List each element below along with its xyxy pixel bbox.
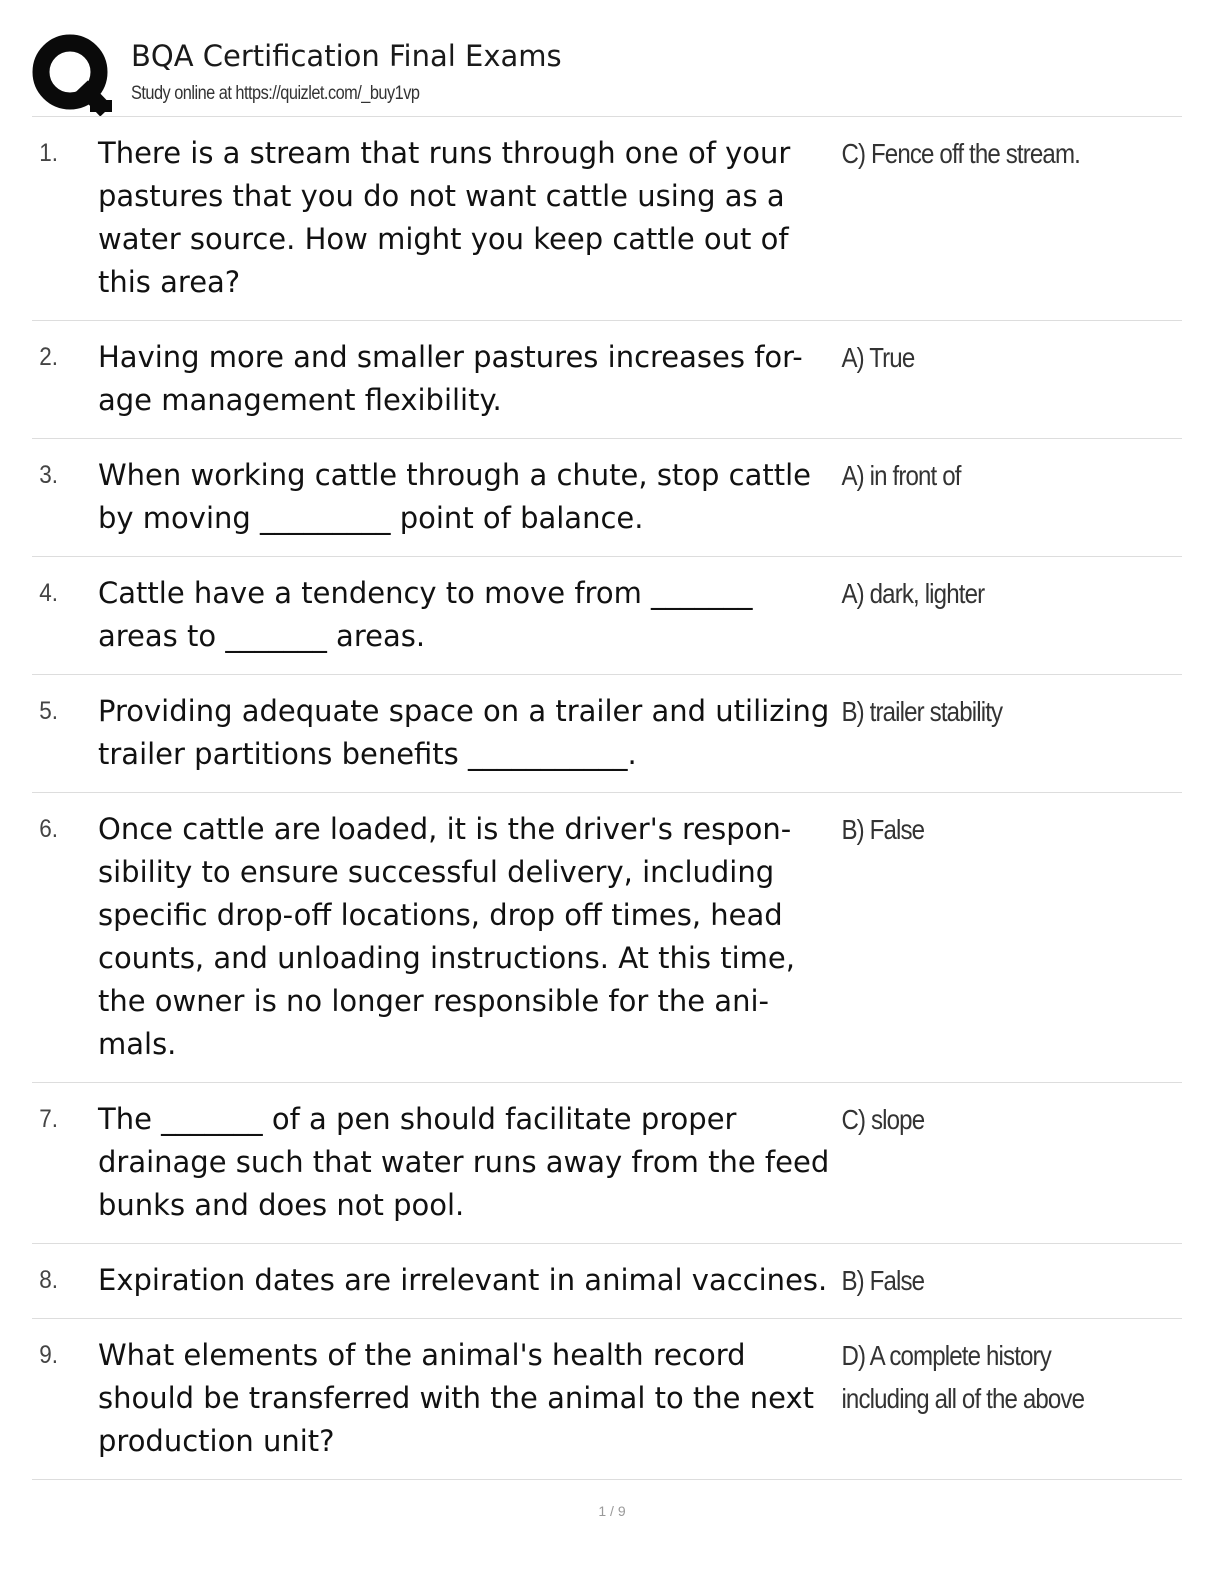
question-number: 9. [39,1341,58,1369]
question-number: 7. [39,1105,58,1133]
question-row [32,1244,1182,1319]
answer-text: B) False [841,1265,925,1296]
question-number: 8. [39,1266,58,1294]
question-number: 4. [39,579,58,607]
answer-text: A) True [841,342,915,373]
page-title: BQA Certification Final Exams [131,39,562,73]
question-text: The _______ of a pen should facilitate proper drainage such that water runs away from the feed bunks and does not pool. [98,1102,830,1222]
answer-text: D) A complete history including all of the above [841,1340,1085,1414]
question-number: 1. [39,139,58,167]
question-text: Providing adequate space on a trailer and utilizing trailer partitions benefits ___________. [98,694,830,771]
question-row [32,1083,1182,1244]
question-text: When working cattle through a chute, stop cattle by moving _________ point of balance. [98,458,812,535]
question-row [32,793,1182,1083]
answer-text: C) slope [841,1104,925,1135]
question-text: Cattle have a tendency to move from _______ areas to _______ areas. [98,576,753,653]
question-text: Expiration dates are irrelevant in animal vaccines. [98,1263,828,1297]
question-row [32,117,1182,321]
question-list [32,117,1182,1480]
study-online-link-text[interactable]: Study online at https://quizlet.com/_buy1vp [131,83,420,104]
answer-text: B) False [841,814,925,845]
question-row [32,557,1182,675]
question-row [32,1319,1182,1480]
answer-text: C) Fence off the stream. [841,138,1080,169]
question-number: 5. [39,697,58,725]
quizlet-q-icon [32,34,114,116]
page-number: 1 / 9 [598,1503,626,1519]
question-text: Having more and smaller pastures increases for-age management flexibility. [98,340,803,417]
page-header [32,30,1182,116]
answer-text: A) in front of [841,460,961,491]
question-text: There is a stream that runs through one of your pastures that you do not want cattle using as a water source. How might you keep cattle out of this area? [98,136,791,299]
answer-text: A) dark, lighter [841,578,985,609]
question-row [32,439,1182,557]
question-row [32,321,1182,439]
question-row [32,675,1182,793]
question-number: 2. [39,343,58,371]
question-number: 6. [39,815,58,843]
question-number: 3. [39,461,58,489]
answer-text: B) trailer stability [841,696,1003,727]
question-text: What elements of the animal's health record should be transferred with the animal to the next production unit? [98,1338,814,1458]
question-text: Once cattle are loaded, it is the driver's respon-sibility to ensure successful delivery, including specific drop-off locations, drop off times, head counts, and unloading instructions. At this time, the owner is no longer responsible for the ani-mals. [98,812,795,1061]
